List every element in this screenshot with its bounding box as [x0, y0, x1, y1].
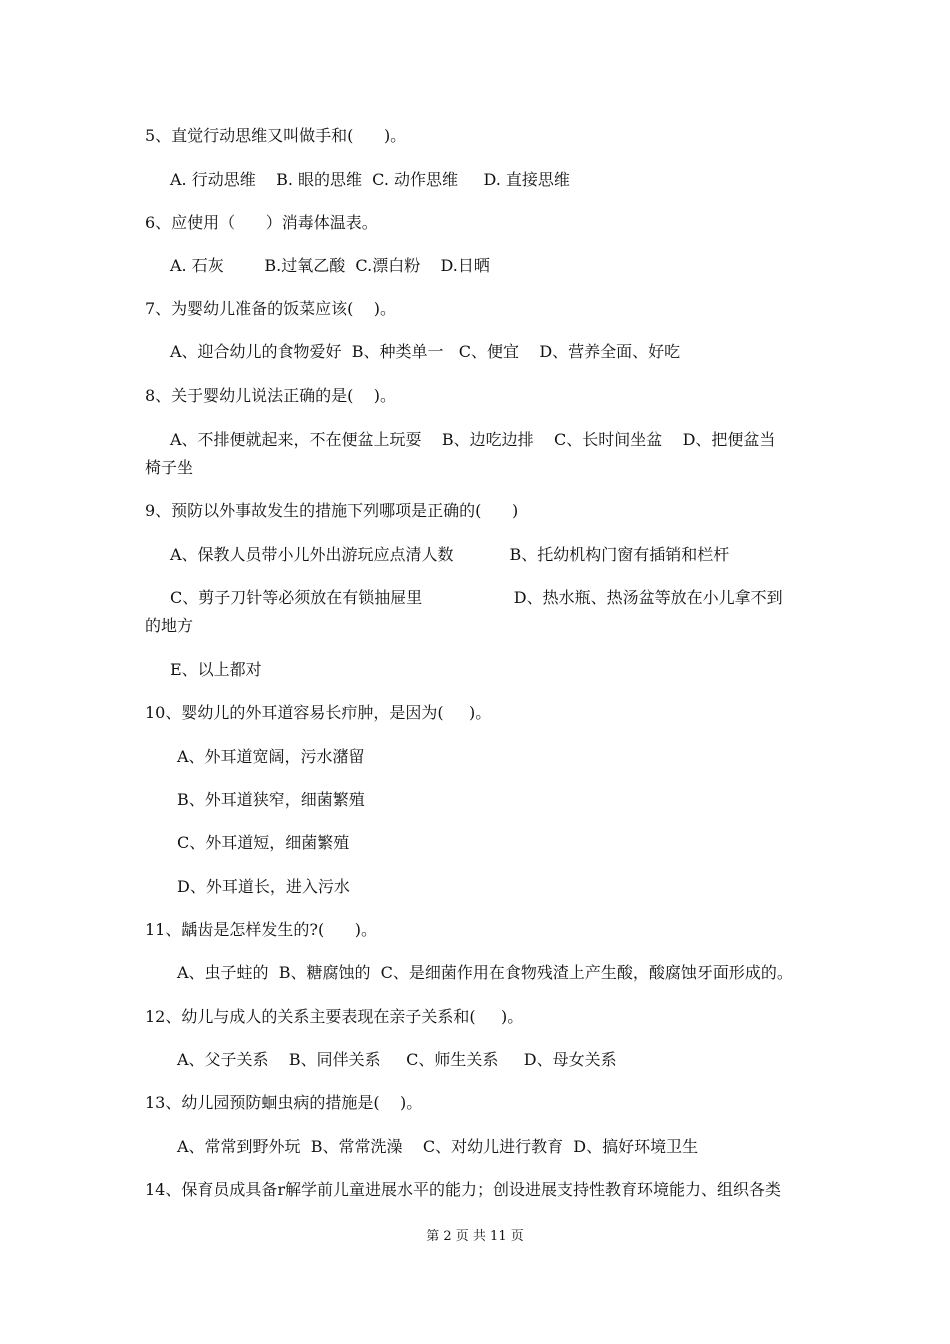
question-7-options: A、迎合幼儿的食物爱好 B、种类单一 C、便宜 D、营养全面、好吃 — [170, 342, 681, 361]
question-13-options: A、常常到野外玩 B、常常洗澡 C、对幼儿进行教育 D、搞好环境卫生 — [177, 1137, 699, 1156]
question-6-stem: 6、应使用（ ）消毒体温表。 — [145, 213, 378, 232]
question-5-options: A. 行动思维 B. 眼的思维 C. 动作思维 D. 直接思维 — [170, 170, 570, 189]
question-11-options: A、虫子蛀的 B、糖腐蚀的 C、是细菌作用在食物残渣上产生酸，酸腐蚀牙面形成的。 — [177, 963, 793, 982]
question-5-stem: 5、直觉行动思维又叫做手和( )。 — [145, 126, 407, 145]
question-13-stem: 13、幼儿园预防蛔虫病的措施是( )。 — [145, 1093, 423, 1112]
question-10-option-a: A、外耳道宽阔，污水潴留 — [177, 747, 365, 766]
question-10-option-b: B、外耳道狭窄，细菌繁殖 — [177, 790, 365, 809]
question-6-options: A. 石灰 B.过氧乙酸 C.漂白粉 D.日晒 — [170, 256, 490, 275]
page-footer: 第 2 页 共 11 页 — [426, 1229, 524, 1244]
question-11-stem: 11、龋齿是怎样发生的?( )。 — [145, 920, 377, 939]
question-12-stem: 12、幼儿与成人的关系主要表现在亲子关系和( )。 — [145, 1007, 524, 1026]
question-9-options-cd: C、剪子刀针等必须放在有锁抽屉里 D、热水瓶、热汤盆等放在小儿拿不到 — [170, 588, 783, 607]
question-9-option-e: E、以上都对 — [170, 660, 262, 679]
question-8-options-wrap: 椅子坐 — [145, 458, 194, 477]
question-14-stem: 14、保育员成具备r解学前儿童进展水平的能力；创设进展支持性教育环境能力、组织各类 — [145, 1180, 782, 1199]
question-8-stem: 8、关于婴幼儿说法正确的是( )。 — [145, 386, 397, 405]
question-9-options-wrap: 的地方 — [145, 616, 194, 635]
question-10-option-d: D、外耳道长，进入污水 — [177, 877, 350, 896]
question-9-stem: 9、预防以外事故发生的措施下列哪项是正确的( ) — [145, 501, 519, 520]
question-10-option-c: C、外耳道短，细菌繁殖 — [177, 833, 350, 852]
question-10-stem: 10、婴幼儿的外耳道容易长疖肿，是因为( )。 — [145, 703, 492, 722]
question-8-options: A、不排便就起来，不在便盆上玩耍 B、边吃边排 C、长时间坐盆 D、把便盆当 — [170, 430, 776, 449]
question-12-options: A、父子关系 B、同伴关系 C、师生关系 D、母女关系 — [177, 1050, 617, 1069]
question-7-stem: 7、为婴幼儿准备的饭菜应该( )。 — [145, 299, 397, 318]
question-9-options-ab: A、保教人员带小儿外出游玩应点清人数 B、托幼机构门窗有插销和栏杆 — [170, 545, 730, 564]
